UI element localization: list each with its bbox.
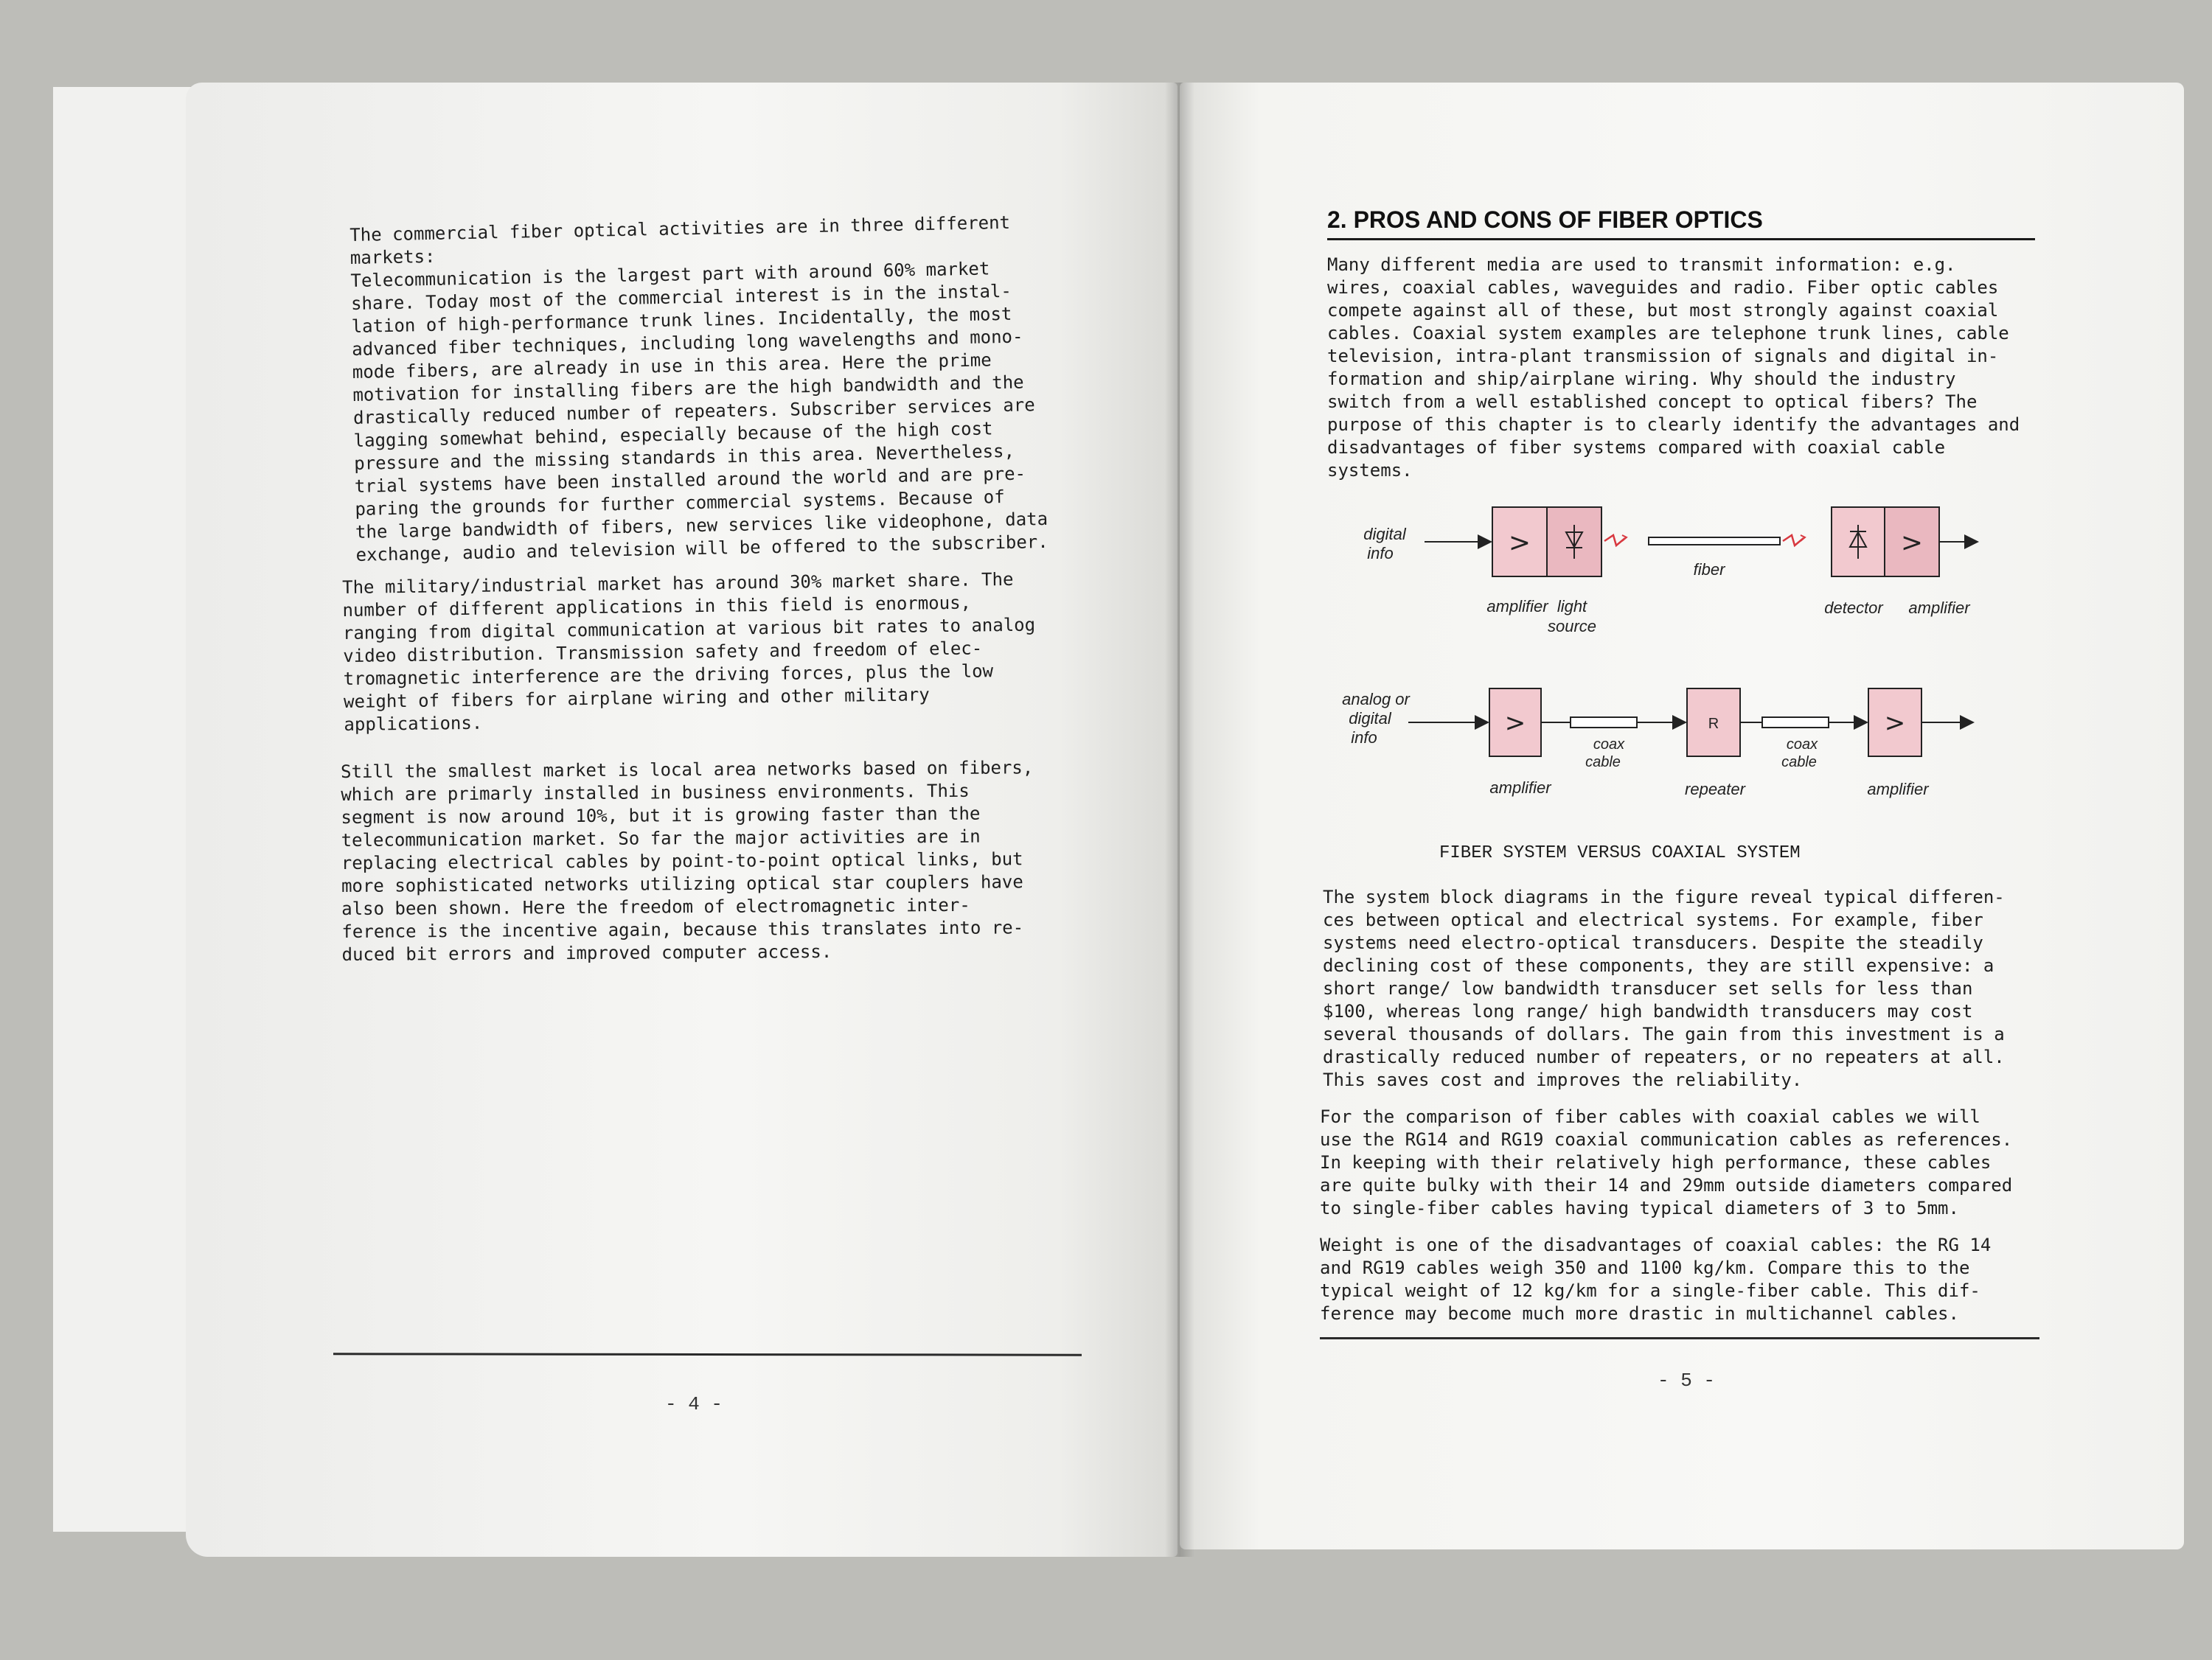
weight-paragraph: Weight is one of the disadvantages of coaxial cables: the RG 14 and RG19 cables weigh 350 and 1100 kg/km. Compare this to the typical weight of 12 kg/km for a single-fiber cable. This dif- ference may become much more drastic in multichannel cables. (1320, 1235, 1992, 1324)
coax-cable-2 (1762, 717, 1829, 728)
coax-amplifier-block-1 (1489, 688, 1541, 756)
fiber-input-label-line1: digital (1363, 525, 1406, 543)
detector-block (1832, 507, 1885, 576)
coax-cable-1 (1571, 717, 1637, 728)
book-gutter (1165, 83, 1194, 1557)
detector-amplifier-label: amplifier (1908, 599, 1970, 617)
intro-paragraph: Many different media are used to transmit information: e.g. wires, coaxial cables, waveguides and radio. Fiber optic cables compete against all of these, but most strongly against coaxial cables. Coaxial system examples are telephone trunk lines, cable television, intra-plant transmission of signals and digital in- formation and ship/airplane wiring. Why should the industry switch from a well established concept to optical fibers? The purpose of this chapter is to clearly identify the advantages and disadvantages of fiber systems compared with coaxial cable systems. (1327, 254, 2020, 481)
detector-label: detector (1824, 599, 1883, 617)
coax-amplifier-block-2 (1868, 688, 1921, 756)
light-label: light (1557, 597, 1587, 615)
coax-amplifier-2-label: amplifier (1867, 780, 1929, 798)
cable-comparison-paragraph: For the comparison of fiber cables with coaxial cables we will use the RG14 and RG19 coaxial communication cables as references. In keeping with their relatively high performance, these cables are quite bulky with their 14 and 29mm outside diameters compared to single-fiber cables having typical diameters of 3 to 5mm. (1320, 1106, 2013, 1218)
left-paragraph-lan: Still the smallest market is local area networks based on fibers, which are primarly installed in business environments. This segment is now around 10%, but it is growing faster than the telecommunication market. So far the major activities are in replacing electrical cables by point-to-point optical links, but more sophisticated networks utilizing optical star couplers have also been shown. Here the freedom of electromagnetic inter- ference is the incentive again, because this translates into re- duced bit errors and improved computer access. (341, 757, 1034, 965)
left-paragraph-military: The military/industrial market has around 30% market share. The number of different applications in this field is enormous, ranging from digital communication at various bit rates to analog video distribution. Transmission safety and freedom of elec- tromagnetic interference are the driving forces, plus the low weight of fibers for airplane wiring and other military applications. (342, 568, 1036, 735)
coax-cable-1-label-line1: coax (1593, 736, 1625, 753)
coax-input-label-line3: info (1351, 728, 1377, 747)
chapter-heading: 2. PROS AND CONS OF FIBER OPTICS (1327, 206, 2035, 240)
coax-input-label-line2: digital (1349, 709, 1391, 728)
amplifier-symbol: > (1508, 528, 1531, 558)
light-source-block (1547, 507, 1601, 576)
coax-amplifier-1-label: amplifier (1489, 778, 1551, 797)
amplifier-block (1492, 507, 1547, 576)
coax-cable-2-label-line1: coax (1786, 736, 1818, 753)
left-footer-rule (333, 1353, 1082, 1356)
left-paragraph-telecom: The commercial fiber optical activities are in three different markets: Telecommunication is the largest part with around 60% market share. Today most of the commercial interest is in the instal- lation of high-performance trunk lines. Incidentally, the most advanced fiber techniques, including long wavelengths and mono- mode fibers, are already in use in this area. Here the prime motivation for installing fibers are the high bandwidth and the drastically reduced number of repeaters. Subscriber services are lagging somewhat behind, especially because of the high cost pressure and the missing standards in this area. Nevertheless, trial systems have been installed around the world and are pre- paring the grounds for further commercial systems. Because of the large bandwidth of fibers, new services like videophone, data exchange, audio and television will be offered to the subscriber. (349, 212, 1048, 565)
repeater-label: repeater (1685, 780, 1745, 798)
fiber-input-label-line2: info (1367, 544, 1394, 562)
output-amplifier-symbol: > (1900, 528, 1924, 558)
fiber-label: fiber (1693, 560, 1725, 579)
figure-caption: FIBER SYSTEM VERSUS COAXIAL SYSTEM (1439, 843, 1801, 863)
source-label: source (1547, 617, 1597, 635)
repeater-block (1687, 688, 1740, 756)
coax-input-label-line1: analog or (1342, 690, 1410, 708)
coax-amplifier-2-symbol: > (1884, 708, 1906, 738)
coax-system-row (1342, 688, 1973, 798)
left-page (186, 83, 1178, 1557)
repeater-symbol: R (1708, 716, 1719, 732)
fiber-system-row (1363, 507, 1978, 635)
system-comparison-paragraph: The system block diagrams in the figure reveal typical differen- ces between optical and electrical systems. For example, fiber systems need electro-optical transducers. Despite the steadily declining cost of these components, they are still expensive: a short range/ low bandwidth transducer set sells for less than $100, whereas long range/ high bandwidth transducers may cost several thousands of dollars. The gain from this investment is a drastically reduced number of repeaters, or no repeaters at all. This saves cost and improves the reliability. (1323, 887, 2005, 1090)
output-amplifier-block (1885, 507, 1939, 576)
fiber-line (1649, 537, 1780, 545)
right-footer-rule (1320, 1337, 2039, 1339)
right-page (1180, 83, 2184, 1549)
left-page-number: - 4 - (665, 1393, 723, 1415)
fiber-amplifier-label: amplifier (1486, 597, 1548, 615)
fiber-vs-coax-diagram (1180, 83, 2184, 879)
coax-cable-1-label-line2: cable (1585, 754, 1621, 770)
coax-cable-2-label-line2: cable (1781, 754, 1817, 770)
right-page-number: - 5 - (1658, 1370, 1716, 1392)
coax-amplifier-1-symbol: > (1504, 708, 1526, 738)
